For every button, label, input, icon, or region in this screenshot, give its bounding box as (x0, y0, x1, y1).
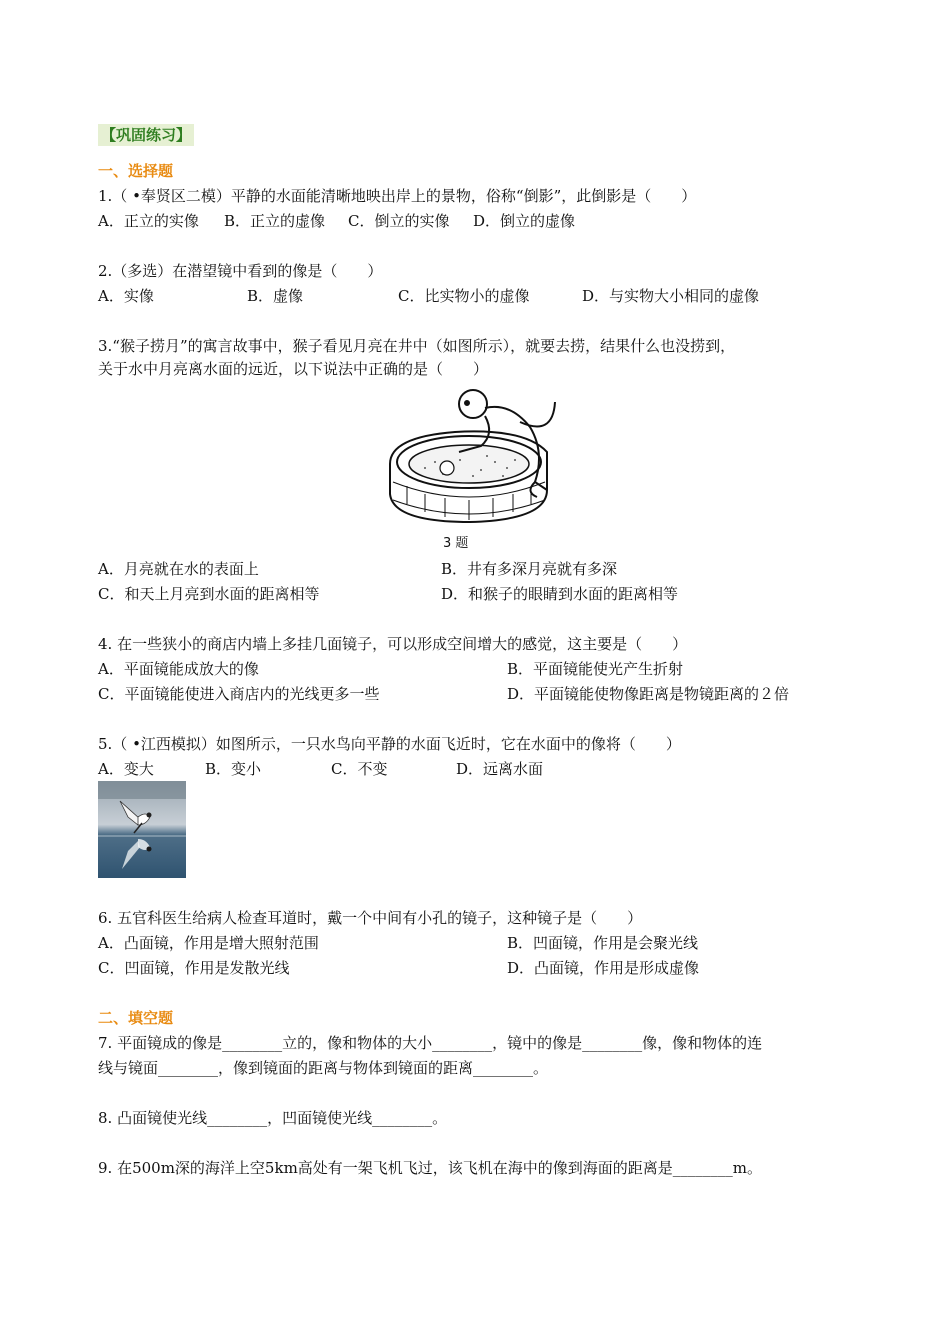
q6-option-a: A．凸面镜，作用是增大照射范围 (98, 934, 319, 952)
q2-option-d: D．与实物大小相同的虚像 (582, 287, 760, 305)
q3-stem-line1: 3.“猴子捞月”的寓言故事中，猴子看见月亮在井中（如图所示），就要去捞，结果什么也没捞到， (98, 337, 736, 355)
section-fill-title: 二、填空题 (98, 1009, 174, 1027)
q6-option-b: B．凹面镜，作用是会聚光线 (507, 934, 699, 952)
q5-option-d: D．远离水面 (456, 760, 544, 778)
q4-option-b: B．平面镜能使光产生折射 (507, 660, 684, 678)
q9-text: 9. 在500m深的海洋上空5km高处有一架飞机飞过，该飞机在海中的像到海面的距离是________m。 (98, 1159, 763, 1177)
q4-option-c: C．平面镜能使进入商店内的光线更多一些 (98, 685, 380, 703)
monkey-well-figure (385, 382, 565, 532)
q4-option-a: A．平面镜能成放大的像 (98, 660, 259, 678)
q7-line1: 7. 平面镜成的像是________立的，像和物体的大小________，镜中的像是________像，像和物体的连 (98, 1034, 763, 1052)
section-choice-title: 一、选择题 (98, 162, 174, 180)
q1-option-c: C．倒立的实像 (348, 212, 450, 230)
q8-text: 8. 凸面镜使光线________，凹面镜使光线________。 (98, 1109, 448, 1127)
q6-stem: 6. 五官科医生给病人检查耳道时，戴一个中间有小孔的镜子，这种镜子是（ ） (98, 909, 643, 927)
q2-option-b: B．虚像 (247, 287, 304, 305)
q2-stem: 2.（多选）在潜望镜中看到的像是（ ） (98, 262, 383, 280)
q1-stem: 1.（ •奉贤区二模）平静的水面能清晰地映出岸上的景物，俗称“倒影”，此倒影是（ ） (98, 187, 697, 205)
q6-option-c: C．凹面镜，作用是发散光线 (98, 959, 290, 977)
q5-option-a: A．变大 (98, 760, 154, 778)
q1-option-b: B．正立的虚像 (224, 212, 326, 230)
q1-option-d: D．倒立的虚像 (473, 212, 576, 230)
q6-option-d: D．凸面镜，作用是形成虚像 (507, 959, 700, 977)
q7-line2: 线与镜面________，像到镜面的距离与物体到镜面的距离________。 (98, 1059, 549, 1077)
q2-option-a: A．实像 (98, 287, 154, 305)
practice-heading: 【巩固练习】 (98, 124, 194, 146)
q5-stem: 5.（ •江西模拟）如图所示，一只水鸟向平静的水面飞近时，它在水面中的像将（ ） (98, 735, 681, 753)
q1-option-a: A．正立的实像 (98, 212, 199, 230)
q3-option-c: C．和天上月亮到水面的距离相等 (98, 585, 320, 603)
q5-option-c: C．不变 (331, 760, 388, 778)
q3-figure-caption: 3 题 (443, 536, 469, 551)
q4-option-d: D．平面镜能使物像距离是物镜距离的２倍 (507, 685, 790, 703)
q4-stem: 4. 在一些狭小的商店内墙上多挂几面镜子，可以形成空间增大的感觉，这主要是（ ） (98, 635, 688, 653)
q3-option-d: D．和猴子的眼睛到水面的距离相等 (441, 585, 679, 603)
q3-stem-line2: 关于水中月亮离水面的远近，以下说法中正确的是（ ） (98, 360, 489, 378)
q3-option-a: A．月亮就在水的表面上 (98, 560, 259, 578)
waterbird-photo (98, 781, 186, 878)
q3-option-b: B．井有多深月亮就有多深 (441, 560, 618, 578)
q2-option-c: C．比实物小的虚像 (398, 287, 530, 305)
q5-option-b: B．变小 (205, 760, 262, 778)
